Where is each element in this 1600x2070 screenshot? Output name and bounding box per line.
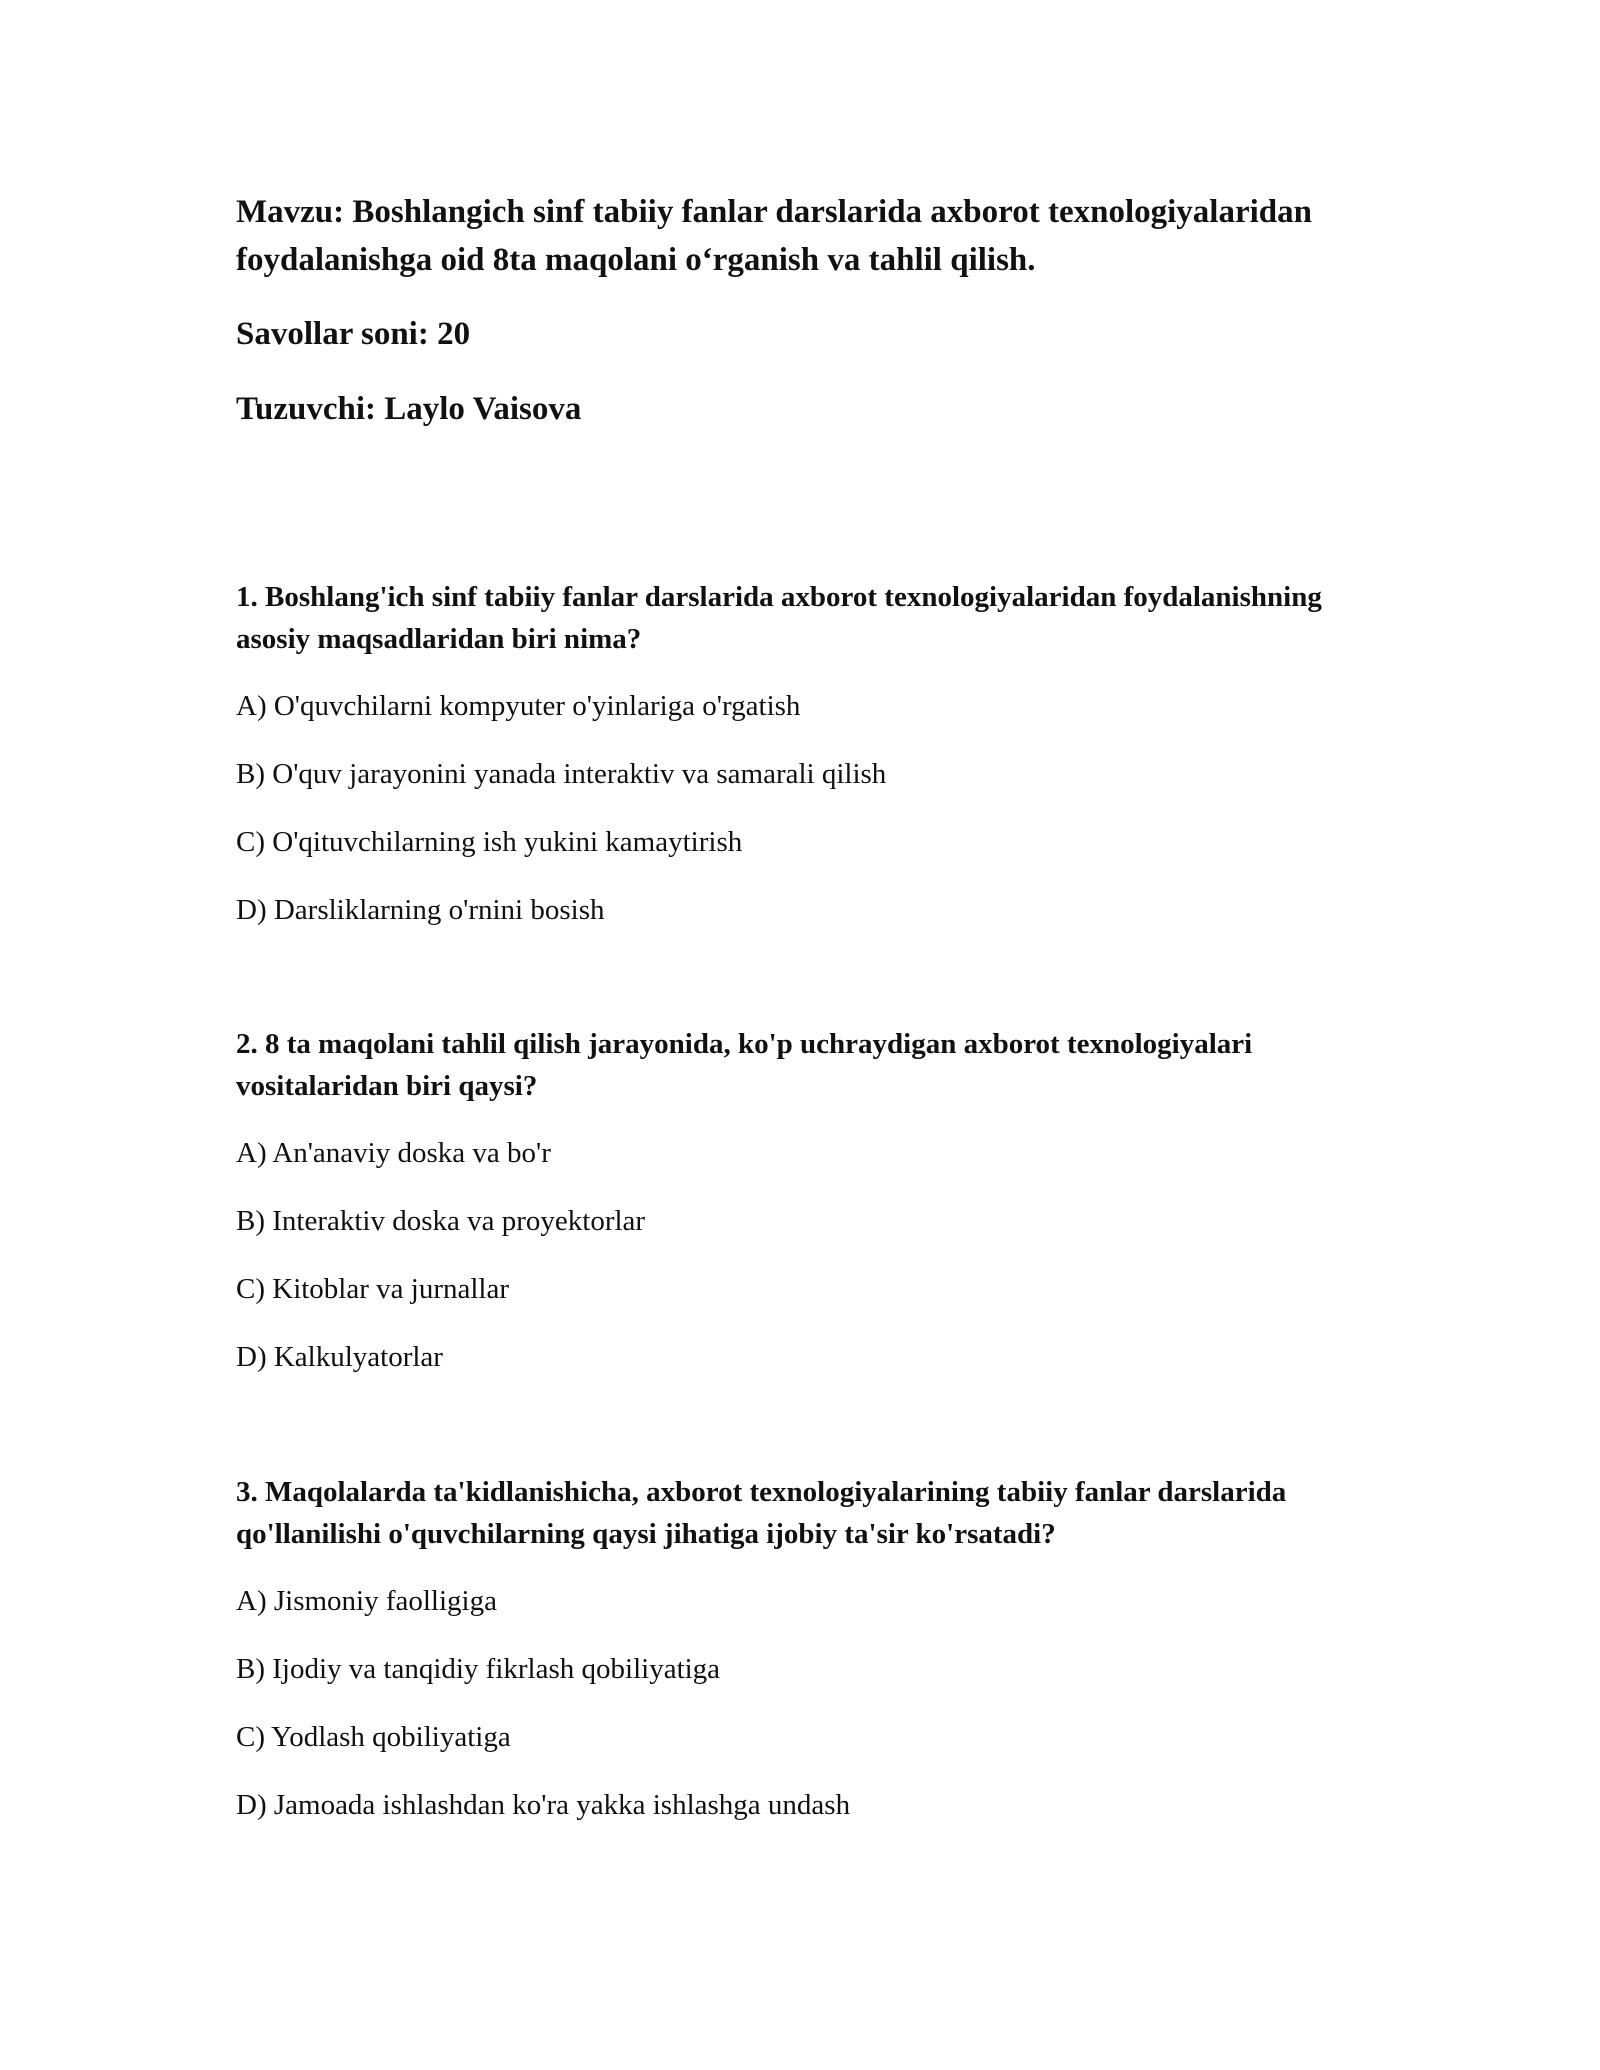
option-c: C) Yodlash qobiliyatiga: [236, 1721, 511, 1753]
document-page: [236, 188, 1366, 1821]
question-2: [236, 1023, 1366, 1378]
question-count: Savollar soni: 20: [236, 316, 471, 352]
option-b: B) Interaktiv doska va proyektorlar: [236, 1205, 646, 1237]
option-a: A) O'quvchilarni kompyuter o'yinlariga o'rgatish: [236, 690, 801, 722]
author-line: Tuzuvchi: Laylo Vaisova: [236, 391, 582, 427]
option-d: D) Darsliklarning o'rnini bosish: [236, 894, 605, 926]
option-d: D) Kalkulyatorlar: [236, 1341, 443, 1373]
option-b: B) O'quv jarayonini yanada interaktiv va samarali qilish: [236, 758, 887, 790]
option-a: A) Jismoniy faolligiga: [236, 1585, 497, 1617]
question-text: 1. Boshlang'ich sinf tabiiy fanlar darslarida axborot texnologiyalaridan foydalanishning asosiy maqsadlaridan biri nima?: [236, 581, 1322, 655]
question-1: [236, 576, 1366, 931]
option-b: B) Ijodiy va tanqidiy fikrlash qobiliyatiga: [236, 1653, 721, 1685]
option-c: C) O'qituvchilarning ish yukini kamaytirish: [236, 826, 743, 858]
document-title: Mavzu: Boshlangich sinf tabiiy fanlar darslarida axborot texnologiyalaridan foydalanishga oid 8ta maqolani o‘rganish va tahlil qilish.: [236, 194, 1312, 278]
question-text: 3. Maqolalarda ta'kidlanishicha, axborot texnologiyalarining tabiiy fanlar darslarida qo'llanilishi o'quvchilarning qaysi jihatiga ijobiy ta'sir ko'rsatadi?: [236, 1476, 1287, 1550]
option-a: A) An'anaviy doska va bo'r: [236, 1137, 551, 1169]
option-d: D) Jamoada ishlashdan ko'ra yakka ishlashga undash: [236, 1789, 851, 1821]
question-text: 2. 8 ta maqolani tahlil qilish jarayonida, ko'p uchraydigan axborot texnologiyalari vositalaridan biri qaysi?: [236, 1028, 1253, 1102]
question-3: [236, 1471, 1366, 1826]
option-c: C) Kitoblar va jurnallar: [236, 1273, 509, 1305]
